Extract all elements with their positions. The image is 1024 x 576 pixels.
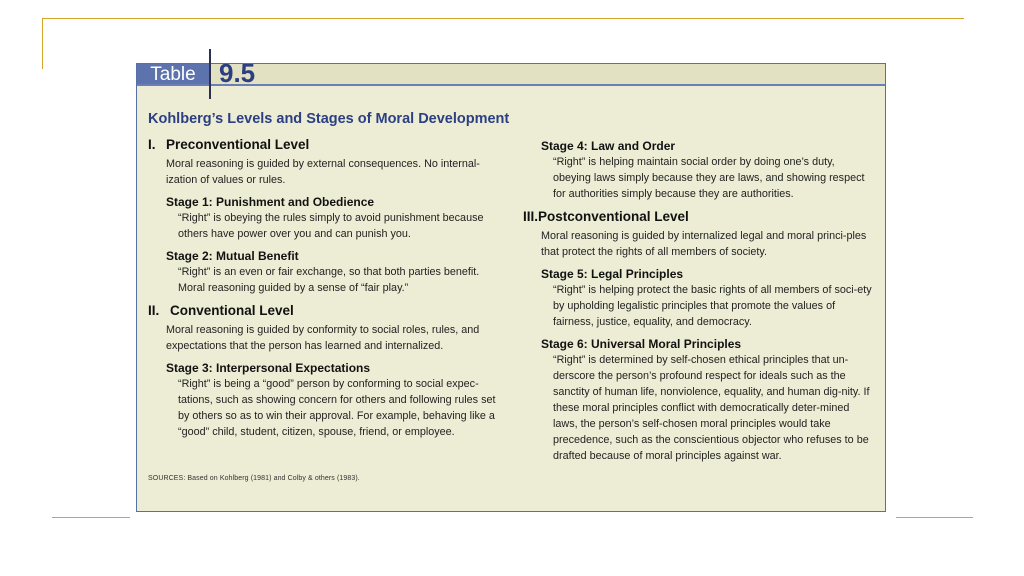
table-source: SOURCES: Based on Kohlberg (1981) and Colby & others (1983). — [148, 475, 360, 482]
left-rule — [42, 18, 43, 69]
stage-3-description: “Right” is being a “good” person by conforming to social expec-tations, such as showing concern for others and following rules set by others so as to win their approval. For example, behaving like a “good” child, student, citizen, spouse, friend, or employee. — [178, 378, 496, 438]
table-header — [137, 58, 885, 88]
stage-6-name: Stage 6: Universal Moral Principles — [541, 337, 742, 351]
table-number: 9.5 — [219, 58, 256, 88]
stage-1-name: Stage 1: Punishment and Obedience — [166, 195, 375, 209]
header-divider — [209, 49, 211, 99]
stage-5-description: “Right” is helping protect the basic rights of all members of soci-ety by upholding legalistic principles that promote the values of fairness, justice, equality, and democracy. — [553, 284, 872, 328]
stage-2-name: Stage 2: Mutual Benefit — [166, 249, 299, 263]
bottom-left-rule — [52, 517, 130, 518]
stage-1-description: “Right” is obeying the rules simply to avoid punishment because others have power over you and can punish you. — [178, 212, 484, 240]
bottom-right-rule — [896, 517, 973, 518]
level-description: Moral reasoning is guided by internalized legal and moral princi-ples that protect the rights of all members of society. — [541, 230, 867, 258]
level-name: Preconventional Level — [166, 137, 310, 152]
level-postconventional — [523, 208, 875, 226]
level-numeral: I. — [148, 137, 156, 152]
level-preconventional — [148, 136, 500, 154]
level-name: Conventional Level — [170, 303, 294, 318]
level-description: Moral reasoning is guided by conformity to social roles, rules, and expectations that the person has learned and internalized. — [166, 324, 480, 352]
level-conventional — [148, 302, 500, 320]
table-title: Kohlberg’s Levels and Stages of Moral Development — [148, 111, 510, 127]
stage-3-name: Stage 3: Interpersonal Expectations — [166, 361, 371, 375]
table-card — [136, 58, 886, 512]
level-numeral: II. — [148, 303, 160, 318]
right-column — [523, 138, 875, 464]
level-numeral: III. — [523, 209, 539, 224]
top-rule — [42, 18, 964, 19]
stage-4-name: Stage 4: Law and Order — [541, 139, 676, 153]
left-column — [148, 136, 500, 440]
stage-2-description: “Right” is an even or fair exchange, so that both parties benefit. Moral reasoning guided by a sense of “fair play.” — [178, 266, 480, 294]
stage-4-description: “Right” is helping maintain social order by doing one’s duty, obeying laws simply because they are laws, and showing respect for authorities simply because they are authorities. — [553, 156, 865, 200]
level-name: Postconventional Level — [538, 209, 689, 224]
level-description: Moral reasoning is guided by external consequences. No internal-ization of values or rules. — [166, 158, 480, 186]
table-label: Table — [137, 64, 209, 84]
stage-5-name: Stage 5: Legal Principles — [541, 267, 684, 281]
stage-6-description: “Right” is determined by self-chosen ethical principles that un-derscore the person’s profound respect for ideals such as the sanctity of human life, nonviolence, equality, and human dig-nity. If these moral principles conflict with democratically deter-mined laws, the person’s self-chosen moral principles would take precedence, such as the conscientious objector who refuses to be drafted because of moral principles against war. — [553, 354, 870, 462]
